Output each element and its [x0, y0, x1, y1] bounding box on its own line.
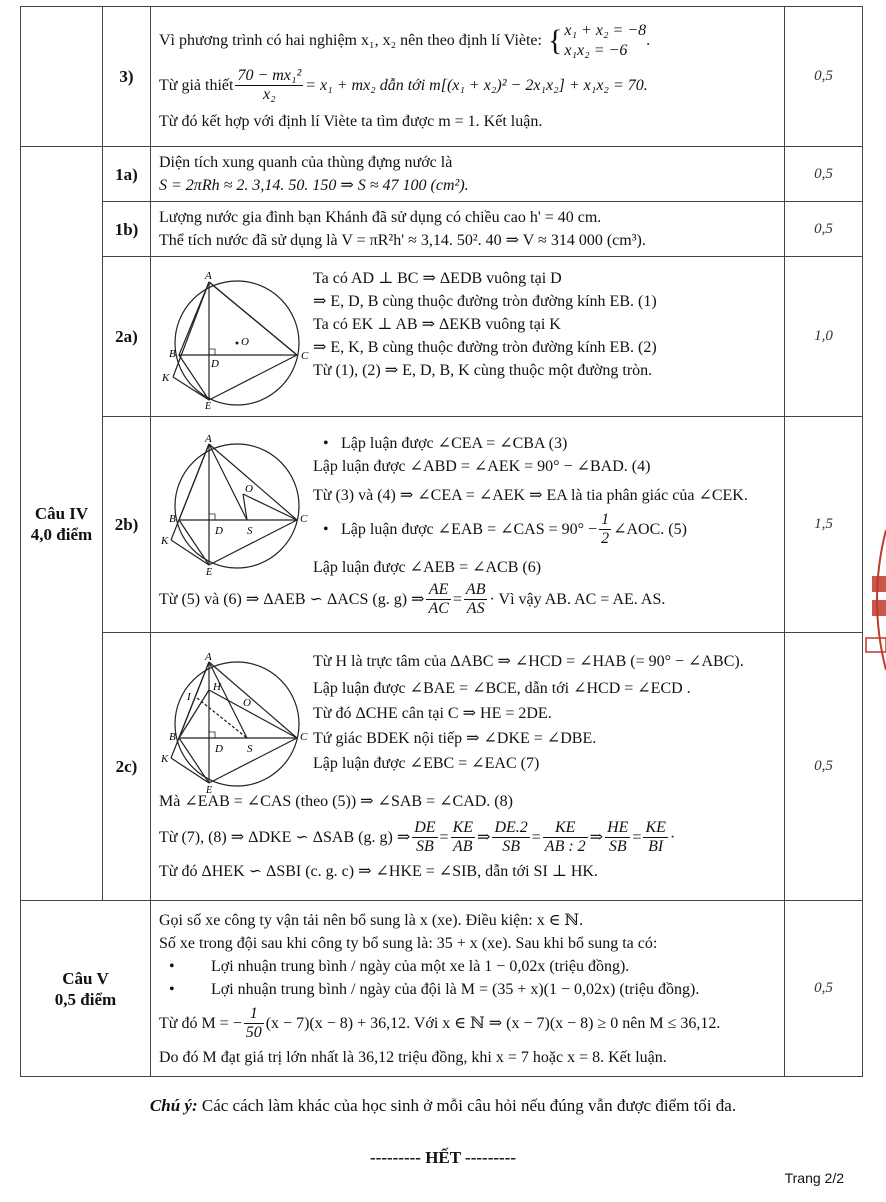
section-points: 4,0 điểm	[30, 524, 93, 544]
label-c: C	[300, 731, 308, 743]
conclusion-line: Từ đó kết hợp với định lí Viète ta tìm được m = 1. Kết luận.	[159, 112, 543, 130]
ratio-2	[451, 819, 475, 856]
fraction-numerator: AE	[426, 581, 450, 600]
fraction-numerator: DE.2	[494, 819, 528, 836]
text-line: Số xe trong đội sau khi công ty bổ sung là: 35 + x (xe). Sau khi bổ sung ta có:	[159, 934, 658, 952]
label-o: O	[245, 482, 253, 495]
item-label: 1b)	[103, 202, 151, 257]
fraction-numerator: HE	[607, 819, 629, 836]
label-o: O	[241, 335, 249, 348]
ratio-6	[643, 819, 667, 856]
fraction-denominator: SB	[502, 838, 520, 855]
label-s: S	[247, 743, 253, 755]
fraction-denominator: SB	[415, 838, 434, 855]
label-c: C	[301, 349, 309, 362]
figure-2a	[159, 267, 309, 412]
proof-line: • Lập luận được ∠CEA = ∠CBA (3)	[313, 432, 748, 455]
fraction-numerator: KE	[645, 819, 666, 836]
fraction-denominator: SB	[608, 838, 627, 855]
row-2a	[21, 257, 863, 417]
item-content: A B C D E K O S H I Từ H là trực tâm của ΔABC ⇒ ∠HCD = ∠HAB (= 90° − ∠ABC). Lập luận được ∠BAE = ∠BCE, dẫn tới ∠HCD = ∠ECD . Từ đó ΔCHE cân tại C ⇒ HE = 2DE. Tứ giác BDEK nội tiếp ⇒ ∠DKE = ∠DBE. Lập luận được ∠EBC = ∠EAC (7) Mà ∠EAB = ∠CAS (theo (5)) ⇒ ∠SAB = ∠CAD. (8) Từ (7), (8) ⇒ ΔDKE ∽ ΔSAB (g. g) ⇒ $\frac{DE}{SB}$ = $\frac{KE}{AB}$ ⇒ $\frac{DE.2}{SB}$ = $\frac{KE}{AB : 2}$ ⇒ $\frac{HE}{SB}$ = $\frac{KE}{BI}$ · Từ đó ΔHEK ∽ ΔSBI (c. g. c) ⇒ ∠HKE = ∠SIB, dẫn tới SI ⊥ HK.	[151, 633, 785, 901]
fraction-denominator: 2	[601, 529, 610, 547]
label-s: S	[247, 524, 253, 537]
ratio-3	[492, 819, 529, 856]
section-title: Câu IV	[34, 503, 89, 523]
conclusion-line: Do đó M đạt giá trị lớn nhất là 36,12 triệu đồng, khi x = 7 hoặc x = 8. Kết luận.	[159, 1048, 667, 1066]
label-o: O	[243, 697, 251, 709]
viete-eq1: x₁ + x₂ = −8	[564, 21, 647, 39]
label-h: H	[213, 681, 221, 693]
item-label: 1a)	[103, 147, 151, 202]
item-content: Vì phương trình có hai nghiệm x₁, x₂ nên theo định lí Viète: { x₁ + x₂ = −8 x₁x₂ = −6 . Từ giả thiết $\frac{\text{70 − mx₁²}}{\text{x₂}}$ = x₁ + mx₂ dẫn tới m[(x₁ + x₂)² − 2x₁x₂] + x₁x₂ = 70. Từ đó kết hợp với định lí Viète ta tìm được m = 1. Kết luận.	[151, 7, 785, 147]
label-k: K	[161, 534, 169, 547]
text-line: Diện tích xung quanh của thùng đựng nước là	[159, 154, 453, 171]
formula-line: S = 2πRh ≈ 2. 3,14. 50. 150 ⇒ S ≈ 47 100 (cm²).	[159, 177, 469, 194]
note-text: Các cách làm khác của học sinh ở mỗi câu hỏi nếu đúng vẫn được điểm tối đa.	[197, 1096, 737, 1115]
fraction-denominator: AS	[466, 599, 485, 617]
item-score: 0,5	[785, 7, 863, 147]
row-1b	[21, 202, 863, 257]
item-label: 2a)	[103, 257, 151, 417]
hypothesis-result: = x₁ + mx₂ dẫn tới m[(x₁ + x₂)² − 2x₁x₂] + x₁x₂ = 70.	[305, 76, 648, 94]
proof-line: Lập luận được ∠EBC = ∠EAC (7)	[313, 755, 540, 772]
ratio-4	[543, 819, 588, 856]
fraction-numerator: 1	[601, 510, 610, 528]
hypothesis-intro: Từ giả thiết	[159, 76, 234, 94]
coefficient-fraction	[244, 1005, 264, 1042]
row-cau-v	[21, 901, 863, 1077]
fraction-numerator: KE	[543, 819, 588, 838]
bullet-item: • Lợi nhuận trung bình / ngày của đội là M = (35 + x)(1 − 0,02x) (triệu đồng).	[159, 978, 778, 1001]
end-marker: --------- HẾT ---------	[370, 1148, 516, 1167]
item-score: 0,5	[785, 202, 863, 257]
proof-line: Mà ∠EAB = ∠CAS (theo (5)) ⇒ ∠SAB = ∠CAD. (8)	[159, 793, 513, 810]
proof-line: Lập luận được ∠ABD = ∠AEK = 90° − ∠BAD. (4)	[313, 457, 651, 475]
section-cell-empty	[21, 7, 103, 147]
footer-note	[0, 1096, 886, 1116]
fraction-denominator: x₂	[263, 85, 276, 103]
viete-eq2: x₁x₂ = −6	[564, 41, 628, 59]
ratio-5	[605, 819, 630, 856]
item-content	[151, 901, 785, 1077]
proof-line: Ta có AD ⊥ BC ⇒ ΔEDB vuông tại D	[313, 269, 562, 287]
figure-2c	[159, 650, 309, 796]
label-c: C	[300, 512, 308, 525]
label-i: I	[187, 691, 191, 703]
formula-rest: (x − 7)(x − 8) + 36,12. Với x ∈ ℕ ⇒ (x − 7)(x − 8) ≥ 0 nên M ≤ 36,12.	[265, 1014, 721, 1032]
text-line: Lượng nước gia đình bạn Khánh đã sử dụng có chiều cao h' = 40 cm.	[159, 209, 602, 226]
item-content	[151, 257, 785, 417]
proof-line: Lập luận được ∠BAE = ∠BCE, dẫn tới ∠HCD = ∠ECD .	[313, 680, 691, 697]
label-k: K	[162, 371, 170, 384]
label-b: B	[169, 731, 176, 743]
item-label: 2c)	[103, 633, 151, 901]
label-d: D	[211, 357, 219, 370]
bullet-item: • Lợi nhuận trung bình / ngày của một xe là 1 − 0,02x (triệu đồng).	[159, 955, 778, 978]
ratio-1	[412, 819, 437, 856]
item-score: 0,5	[785, 147, 863, 202]
proof-line: Từ H là trực tâm của ΔABC ⇒ ∠HCD = ∠HAB (= 90° − ∠ABC).	[313, 653, 744, 670]
row-3	[21, 7, 863, 147]
row-2c	[21, 633, 863, 901]
label-a: A	[205, 651, 212, 663]
proof-line: Từ (1), (2) ⇒ E, D, B, K cùng thuộc một đường tròn.	[313, 361, 653, 379]
ratio-right	[464, 581, 488, 618]
label-b: B	[169, 512, 176, 525]
text-line: Gọi số xe công ty vận tải nên bổ sung là x (xe). Điều kiện: x ∈ ℕ.	[159, 911, 584, 929]
fraction-numerator: DE	[414, 819, 436, 836]
grading-table	[20, 6, 863, 1077]
label-d: D	[215, 743, 223, 755]
formula-line: Thể tích nước đã sử dụng là V = πR²h' ≈ 3,14. 50². 40 ⇒ V ≈ 314 000 (cm³).	[159, 232, 646, 249]
fraction-denominator: AC	[428, 599, 449, 617]
item-score: 0,5	[785, 901, 863, 1077]
figure-2b	[159, 432, 309, 578]
label-e: E	[205, 400, 212, 412]
formula-intro: Từ đó M = −	[159, 1014, 242, 1032]
proof-line: ⇒ E, K, B cùng thuộc đường tròn đường kính EB. (2)	[313, 338, 657, 356]
fraction-denominator: AB	[453, 838, 473, 855]
item-label: 3)	[103, 7, 151, 147]
row-2b	[21, 417, 863, 633]
proof-line: Từ (3) và (4) ⇒ ∠CEA = ∠AEK ⇒ EA là tia phân giác của ∠CEK.	[313, 486, 748, 504]
proof-line: Từ đó ΔCHE cân tại C ⇒ HE = 2DE.	[313, 705, 552, 722]
proof-line: • Lập luận được ∠EAB = ∠CAS = 90° −	[341, 520, 598, 538]
fraction-numerator: 70 − mx₁²	[237, 66, 302, 84]
label-e: E	[206, 785, 213, 796]
section-title: Câu V	[62, 968, 109, 988]
label-a: A	[205, 269, 212, 282]
section-points: 0,5 điểm	[54, 989, 117, 1009]
proof-line: ⇒ E, D, B cùng thuộc đường tròn đường kính EB. (1)	[313, 292, 657, 310]
item-label: 2b)	[103, 417, 151, 633]
proof-line: Từ đó ΔHEK ∽ ΔSBI (c. g. c) ⇒ ∠HKE = ∠SIB, dẫn tới SI ⊥ HK.	[159, 863, 598, 880]
label-a: A	[205, 432, 212, 445]
fraction-numerator: 1	[244, 1005, 264, 1024]
section-cau-v	[21, 901, 151, 1077]
similarity-conclusion: · Vì vậy AB. AC = AE. AS.	[489, 590, 666, 608]
item-content	[151, 147, 785, 202]
viete-intro: Vì phương trình có hai nghiệm x₁, x₂ nên theo định lí Viète:	[159, 32, 542, 49]
item-content	[151, 202, 785, 257]
proof-line: Lập luận được ∠AEB = ∠ACB (6)	[313, 558, 542, 576]
label-d: D	[215, 524, 223, 537]
item-score: 1,5	[785, 417, 863, 633]
fraction-denominator: AB : 2	[544, 838, 586, 855]
section-cau-iv	[21, 147, 103, 901]
fraction-denominator: BI	[648, 838, 664, 855]
red-stamp-fragment	[862, 520, 886, 680]
item-score: 0,5	[785, 633, 863, 901]
item-content: A B C D E K O S • Lập luận được ∠CEA = ∠CBA (3) Lập luận được ∠ABD = ∠AEK = 90° − ∠BAD. (4) Từ (3) và (4) ⇒ ∠CEA = ∠AEK ⇒ EA là tia phân giác của ∠CEK. • Lập luận được ∠EAB = ∠CAS = 90° − $\frac{1}{2}$ ∠AOC. (5) Lập luận được ∠AEB = ∠ACB (6) Từ (5) và (6) ⇒ ΔAEB ∽ ΔACS (g. g) ⇒ $\frac{AE}{AC}$ = $\frac{AB}{AS}$ · Vì vậy AB. AC = AE. AS.	[151, 417, 785, 633]
page-number: Trang 2/2	[784, 1170, 844, 1186]
label-e: E	[206, 566, 213, 578]
hypothesis-fraction	[235, 67, 303, 104]
similarity-intro: Từ (5) và (6) ⇒ ΔAEB ∽ ΔACS (g. g) ⇒	[159, 590, 425, 608]
label-b: B	[169, 347, 176, 360]
row-1a	[21, 147, 863, 202]
proof-line-end: ∠AOC. (5)	[613, 520, 687, 538]
label-k: K	[161, 753, 169, 765]
proof-line: Tứ giác BDEK nội tiếp ⇒ ∠DKE = ∠DBE.	[313, 730, 597, 747]
ratio-left	[426, 581, 450, 618]
fraction-numerator: AB	[465, 580, 486, 598]
fraction-numerator: KE	[452, 819, 474, 836]
similarity-intro: Từ (7), (8) ⇒ ΔDKE ∽ ΔSAB (g. g) ⇒	[159, 829, 411, 846]
fraction-denominator: 50	[245, 1023, 262, 1041]
proof-line: Ta có EK ⊥ AB ⇒ ΔEKB vuông tại K	[313, 315, 561, 333]
item-score: 1,0	[785, 257, 863, 417]
half-fraction	[599, 511, 611, 548]
note-label: Chú ý:	[149, 1096, 198, 1115]
